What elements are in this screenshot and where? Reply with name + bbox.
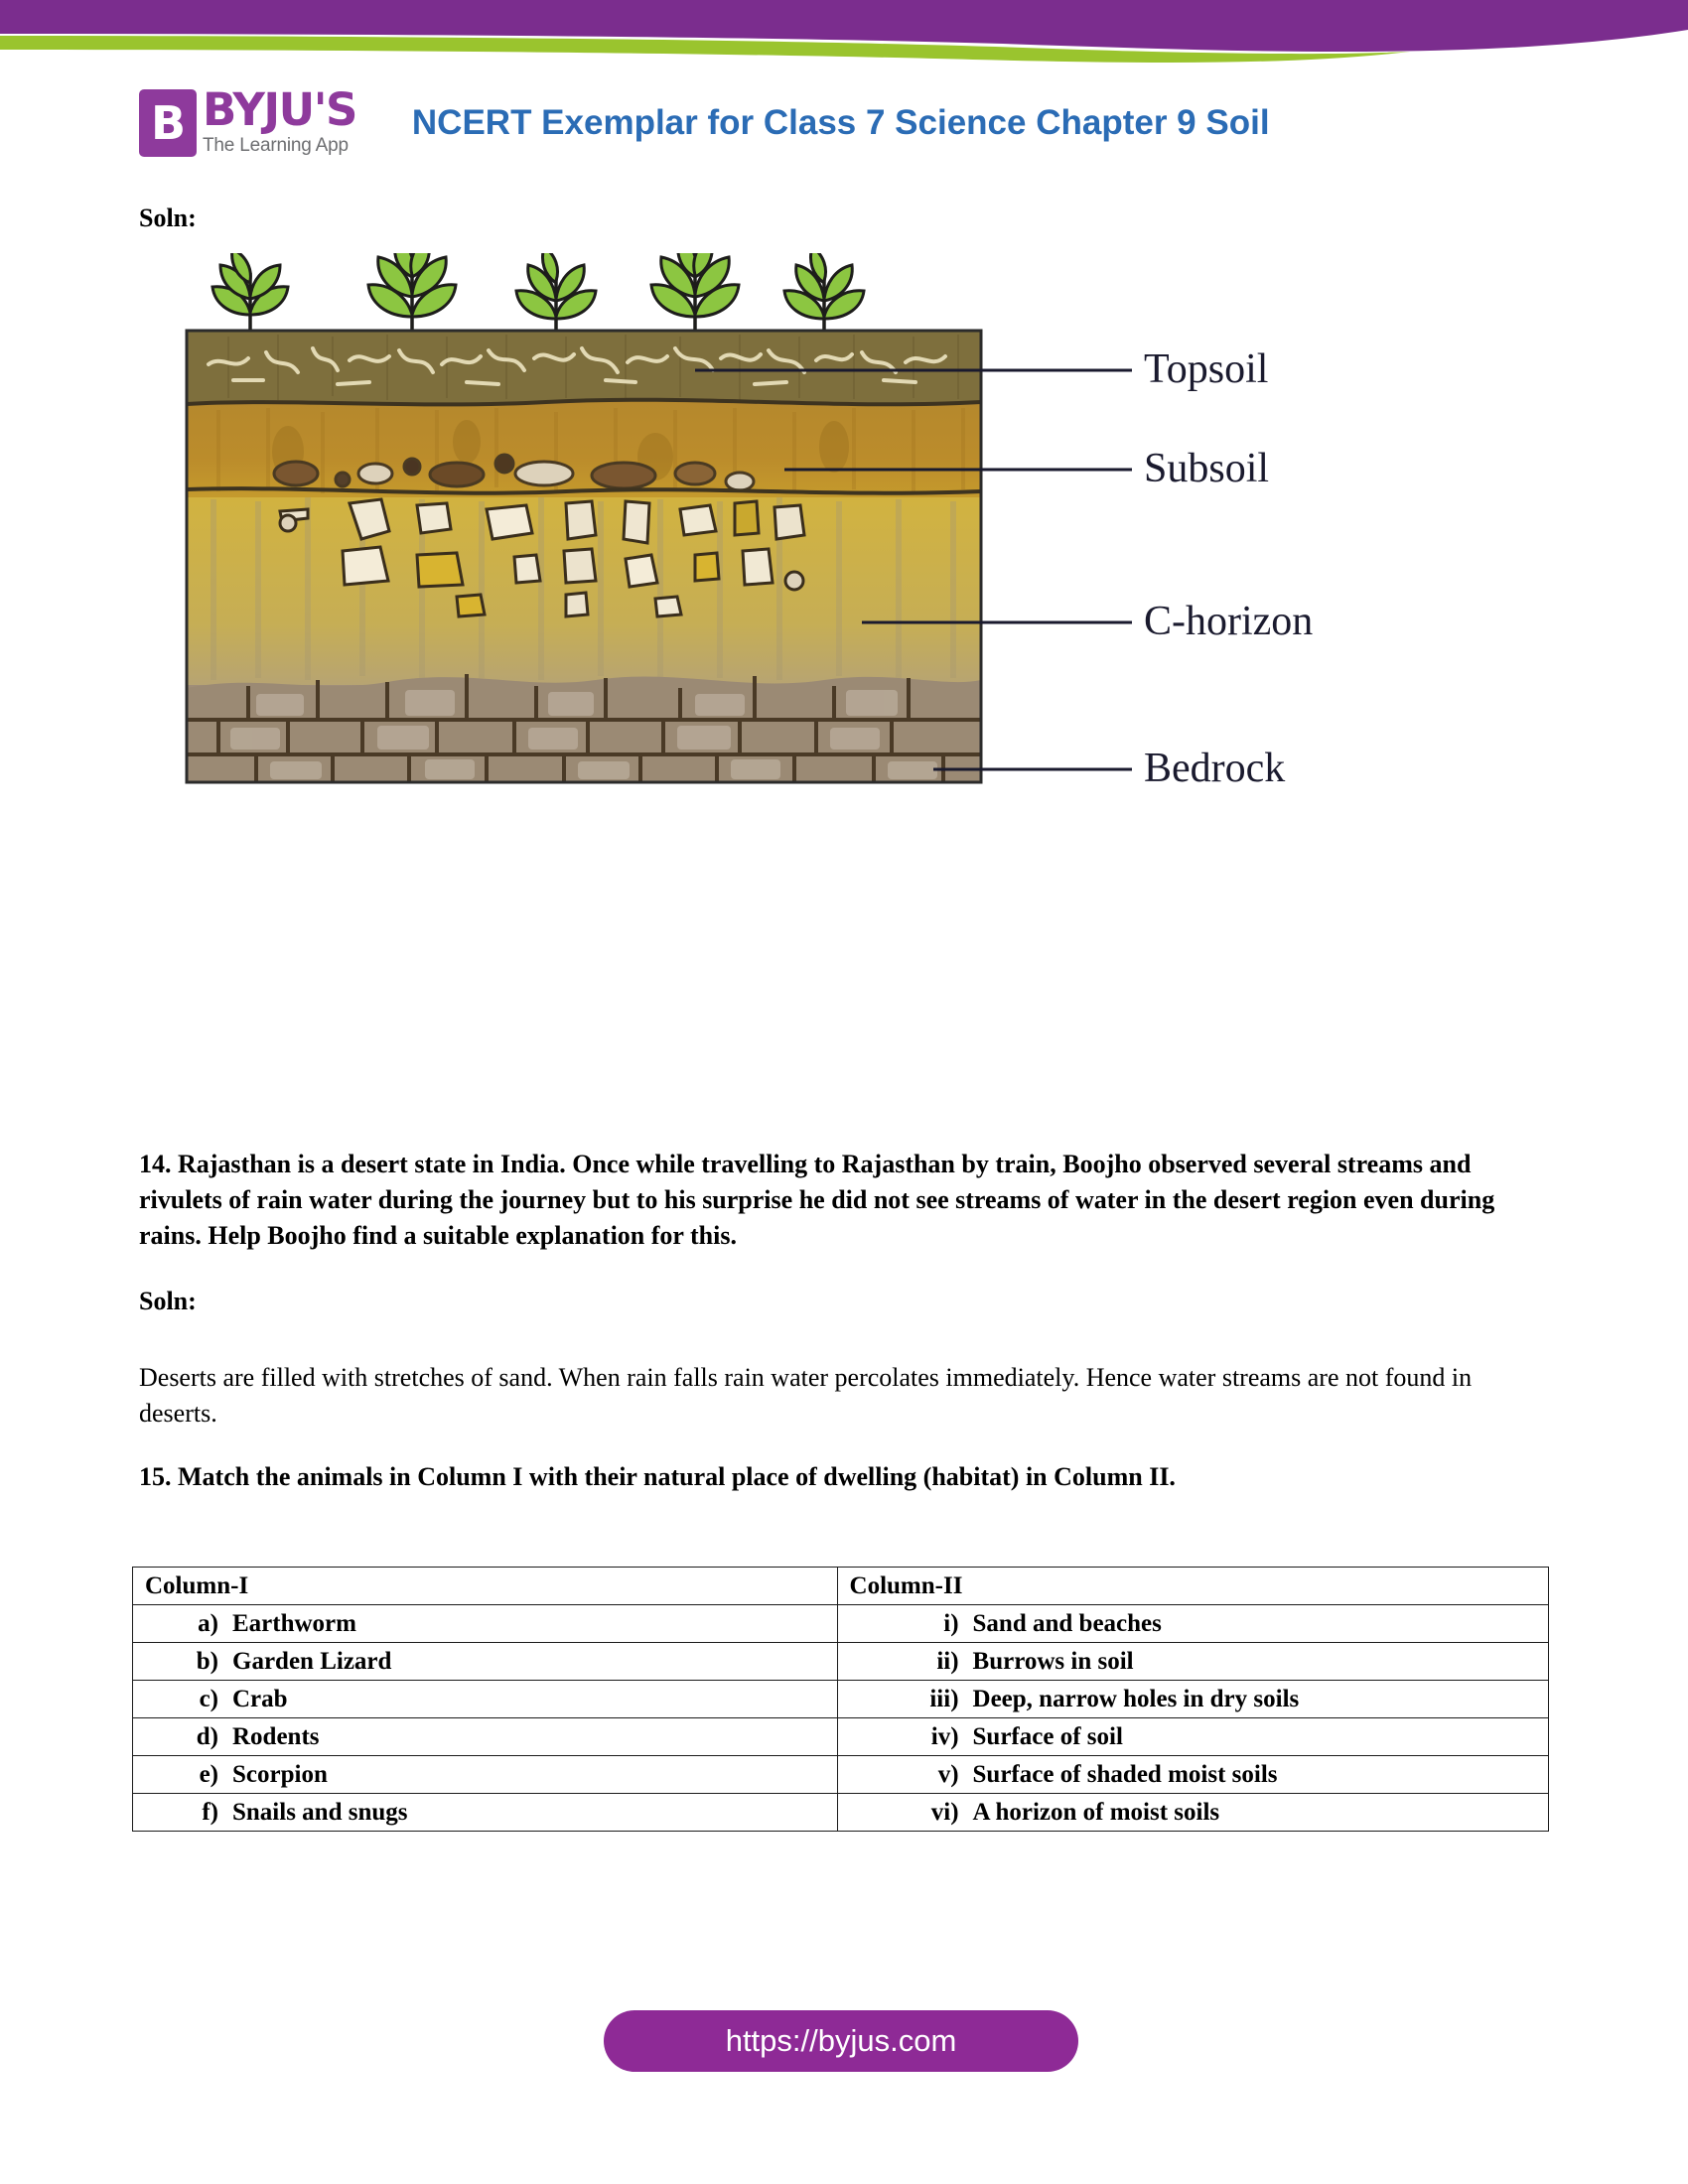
- item-label: Scorpion: [232, 1760, 328, 1788]
- item-label: Surface of soil: [972, 1722, 1123, 1750]
- column-1-header: Column-I: [133, 1568, 838, 1605]
- plant-4: [651, 253, 739, 335]
- decorative-top-bands: [0, 0, 1688, 64]
- soil-block: [187, 331, 981, 782]
- logo-text-block: [203, 83, 356, 157]
- item-label: Earthworm: [232, 1609, 356, 1637]
- top-band-svg: [0, 0, 1688, 64]
- topsoil-layer: [187, 331, 981, 404]
- byjus-url-label: https://byjus.com: [725, 2023, 957, 2058]
- soln-label-top: Soln:: [139, 204, 197, 232]
- item-marker: iv): [930, 1722, 959, 1750]
- plant-1: [212, 253, 288, 333]
- plant-2: [368, 253, 456, 335]
- item-marker: f): [202, 1798, 218, 1826]
- page-title: NCERT Exemplar for Class 7 Science Chapter 9 Soil: [411, 103, 1270, 142]
- item-marker: d): [196, 1722, 218, 1750]
- green-band: [0, 36, 1410, 63]
- item-marker: a): [198, 1609, 218, 1637]
- item-marker: vi): [930, 1798, 959, 1826]
- column-2-header: Column-II: [837, 1568, 1548, 1605]
- column-2-cell: [837, 1718, 1548, 1756]
- plant-3: [516, 253, 596, 333]
- diagram-label-bedrock: Bedrock: [1144, 746, 1286, 791]
- item-marker: c): [199, 1685, 218, 1712]
- table-header-row: [133, 1568, 1549, 1605]
- match-columns-table: [132, 1567, 1549, 1832]
- item-label: Surface of shaded moist soils: [972, 1760, 1278, 1788]
- item-label: Burrows in soil: [972, 1647, 1134, 1675]
- item-marker: v): [937, 1760, 959, 1788]
- question-14-answer: Deserts are filled with stretches of sand. When rain falls rain water percolates immediately. Hence water streams are not found in deserts.: [139, 1363, 1473, 1428]
- soil-profile-diagram: [139, 253, 1450, 794]
- item-label: Snails and snugs: [232, 1798, 408, 1826]
- item-label: Deep, narrow holes in dry soils: [972, 1685, 1300, 1712]
- column-1-cell: [133, 1718, 838, 1756]
- purple-band: [0, 0, 1688, 52]
- table-row: [133, 1681, 1549, 1718]
- column-2-cell: [837, 1643, 1548, 1681]
- item-marker: e): [199, 1760, 218, 1788]
- item-marker: ii): [936, 1647, 959, 1675]
- item-label: Rodents: [232, 1722, 320, 1750]
- item-marker: i): [943, 1609, 959, 1637]
- column-1-cell: [133, 1643, 838, 1681]
- byjus-url-button[interactable]: [604, 2010, 1078, 2072]
- column-1-cell: [133, 1681, 838, 1718]
- item-marker: iii): [929, 1685, 959, 1712]
- item-label: Crab: [232, 1685, 288, 1712]
- byjus-logo: [139, 83, 356, 157]
- column-2-cell: [837, 1605, 1548, 1643]
- item-label: Garden Lizard: [232, 1647, 392, 1675]
- diagram-label-subsoil: Subsoil: [1144, 446, 1270, 491]
- item-label: Sand and beaches: [972, 1609, 1162, 1637]
- question-14-text: 14. Rajasthan is a desert state in India. Once while travelling to Rajasthan by train, Boojho observed several streams and rivulets of rain water during the journey but to his surprise he did not see streams of water in the desert region even during rains. Help Boojho find a suitable explanation for this.: [139, 1150, 1495, 1250]
- logo-b-letter: B: [150, 96, 186, 150]
- table-row: [133, 1643, 1549, 1681]
- column-2-cell: [837, 1794, 1548, 1832]
- diagram-label-topsoil: Topsoil: [1144, 346, 1269, 392]
- diagram-label-c-horizon: C-horizon: [1144, 599, 1314, 644]
- item-marker: b): [196, 1647, 218, 1675]
- column-2-cell: [837, 1681, 1548, 1718]
- table-row: [133, 1756, 1549, 1794]
- column-1-cell: [133, 1605, 838, 1643]
- item-label: A horizon of moist soils: [972, 1798, 1220, 1826]
- question-15-text: 15. Match the animals in Column I with their natural place of dwelling (habitat) in Column II.: [139, 1462, 1176, 1491]
- logo-wordmark: BYJU'S: [203, 83, 356, 137]
- column-2-cell: [837, 1756, 1548, 1794]
- soln-label-q14: Soln:: [139, 1287, 197, 1315]
- column-1-cell: [133, 1794, 838, 1832]
- table-row: [133, 1605, 1549, 1643]
- table-row: [133, 1718, 1549, 1756]
- plants-group: [212, 253, 864, 335]
- table-row: [133, 1794, 1549, 1832]
- logo-tagline: The Learning App: [203, 134, 349, 156]
- page-header: [139, 77, 1549, 169]
- column-1-cell: [133, 1756, 838, 1794]
- plant-5: [784, 253, 864, 333]
- byjus-logo-icon: [139, 89, 197, 157]
